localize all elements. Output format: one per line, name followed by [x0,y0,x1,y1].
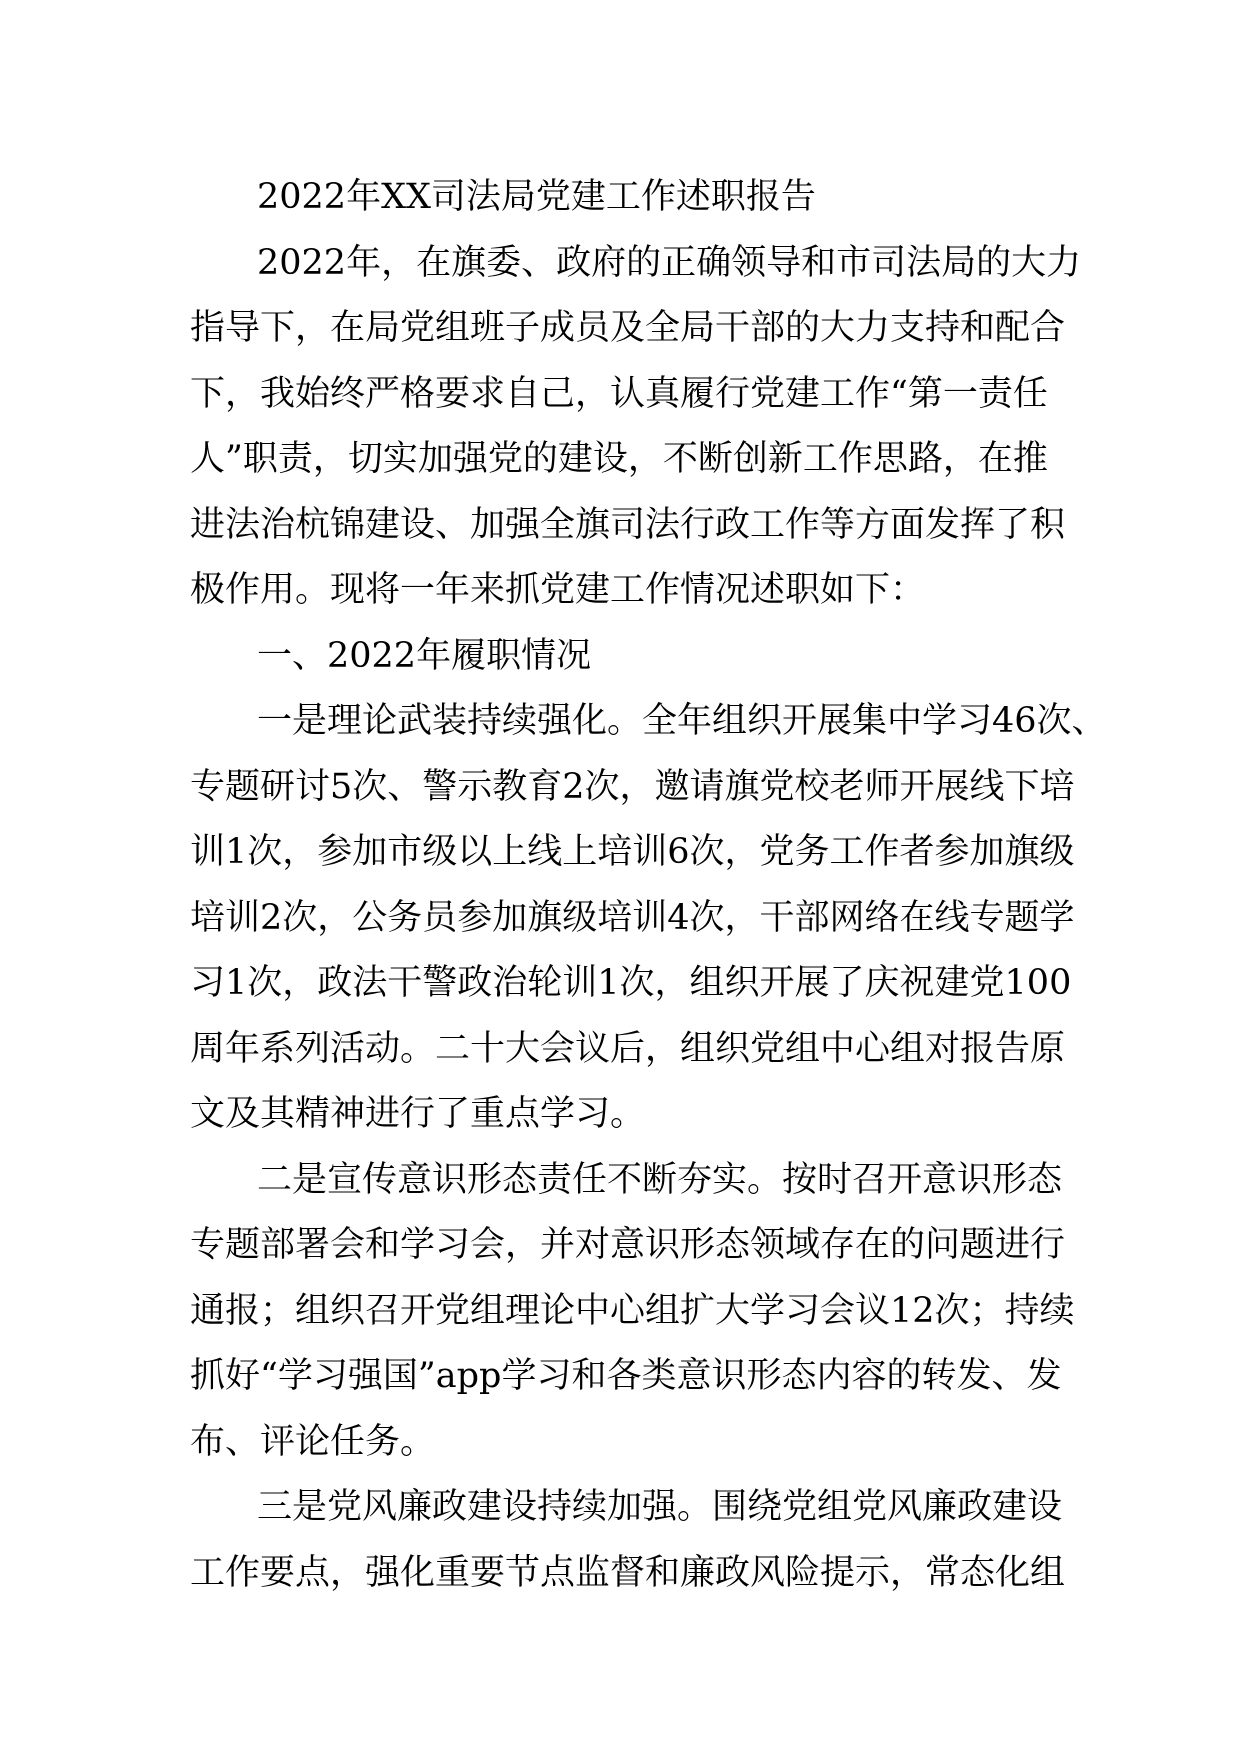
document-body [190,165,1107,1606]
paragraph-line: 习1次，政法干警政治轮训1次，组织开展了庆祝建党100 [190,963,1072,1003]
paragraph-line: 2022年，在旗委、政府的正确领导和市司法局的大力 [257,242,1082,283]
paragraph-line: 专题部署会和学习会，并对意识形态领域存在的问题进行 [190,1225,1066,1265]
paragraph-line: 周年系列活动。二十大会议后，组织党组中心组对报告原 [190,1028,1066,1069]
paragraph-line: 极作用。现将一年来抓党建工作情况述职如下： [190,570,926,610]
paragraph-line: 二是宣传意识形态责任不断夯实。按时召开意识形态 [257,1159,1063,1200]
paragraph-line: 一是理论武装持续强化。全年组织开展集中学习46次、 [257,701,1107,741]
paragraph-line: 三是党风廉政建设持续加强。围绕党组党风廉政建设 [257,1487,1063,1527]
paragraph-line: 专题研讨5次、警示教育2次，邀请旗党校老师开展线下培 [190,766,1075,807]
paragraph-line: 训1次，参加市级以上线上培训6次，党务工作者参加旗级 [190,832,1075,872]
paragraph-line: 抓好“学习强国”app学习和各类意识形态内容的转发、发 [190,1356,1062,1396]
paragraph-line: 指导下，在局党组班子成员及全局干部的大力支持和配合 [190,308,1066,348]
paragraph-line: 布、评论任务。 [190,1421,436,1462]
paragraph-line: 下，我始终严格要求自己，认真履行党建工作“第一责任 [190,373,1048,414]
document-title: 2022年XX司法局党建工作述职报告 [257,177,816,217]
paragraph-line: 培训2次，公务员参加旗级培训4次，干部网络在线专题学 [190,897,1075,938]
paragraph-line: 通报；组织召开党组理论中心组扩大学习会议12次；持续 [190,1290,1075,1331]
paragraph-line: 文及其精神进行了重点学习。 [190,1094,646,1134]
paragraph-line: 人”职责，切实加强党的建设，不断创新工作思路，在推 [190,439,1048,479]
paragraph-line: 进法治杭锦建设、加强全旗司法行政工作等方面发挥了积 [190,504,1066,545]
paragraph-line: 工作要点，强化重要节点监督和廉政风险提示，常态化组 [190,1552,1066,1593]
section-heading: 一、2022年履职情况 [257,635,592,676]
